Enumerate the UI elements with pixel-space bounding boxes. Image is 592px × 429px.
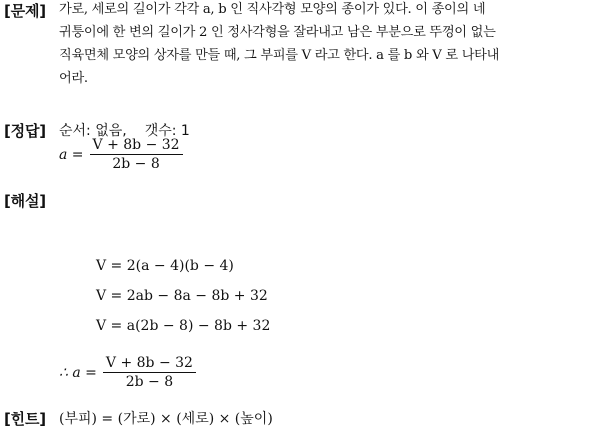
- answer-label: [정답]: [4, 122, 46, 140]
- explanation-equation: V = 2(a − 4)(b − 4): [96, 258, 234, 274]
- answer-lhs: a =: [59, 146, 84, 163]
- conclusion-fraction: [103, 355, 196, 390]
- answer-fraction: [90, 137, 183, 172]
- answer-count: 갯수: 1: [144, 123, 190, 139]
- hint-text: (부피) = (가로) × (세로) × (높이): [59, 411, 273, 427]
- problem-line: 가로, 세로의 길이가 각각 a, b 인 직사각형 모양의 종이가 있다. 이 종이의 네: [59, 2, 486, 17]
- problem-label: [문제]: [4, 2, 46, 20]
- conclusion-denominator: 2b − 8: [125, 374, 174, 390]
- answer-denominator: 2b − 8: [112, 156, 160, 172]
- explanation-label: [해설]: [4, 192, 46, 210]
- answer-formula: [59, 137, 183, 172]
- explanation-equation: V = a(2b − 8) − 8b + 32: [96, 318, 271, 334]
- hint-label: [힌트]: [4, 410, 46, 428]
- explanation-equation: V = 2ab − 8a − 8b + 32: [96, 288, 268, 304]
- problem-line: 직육면체 모양의 상자를 만들 때, 그 부피를 V 라고 한다. a 를 b 와 V 로 나타내: [59, 48, 500, 63]
- problem-line: 귀퉁이에 한 변의 길이가 2 인 정사각형을 잘라내고 남은 부분으로 뚜껑이 없는: [59, 25, 496, 40]
- answer-order: 순서: 없음,: [59, 123, 127, 139]
- problem-text: [59, 0, 591, 90]
- conclusion-numerator: V + 8b − 32: [103, 355, 196, 373]
- answer-numerator: V + 8b − 32: [90, 137, 183, 155]
- therefore-lhs: ∴ a =: [59, 364, 97, 381]
- problem-line: 어라.: [59, 71, 88, 86]
- explanation-conclusion: [59, 355, 196, 390]
